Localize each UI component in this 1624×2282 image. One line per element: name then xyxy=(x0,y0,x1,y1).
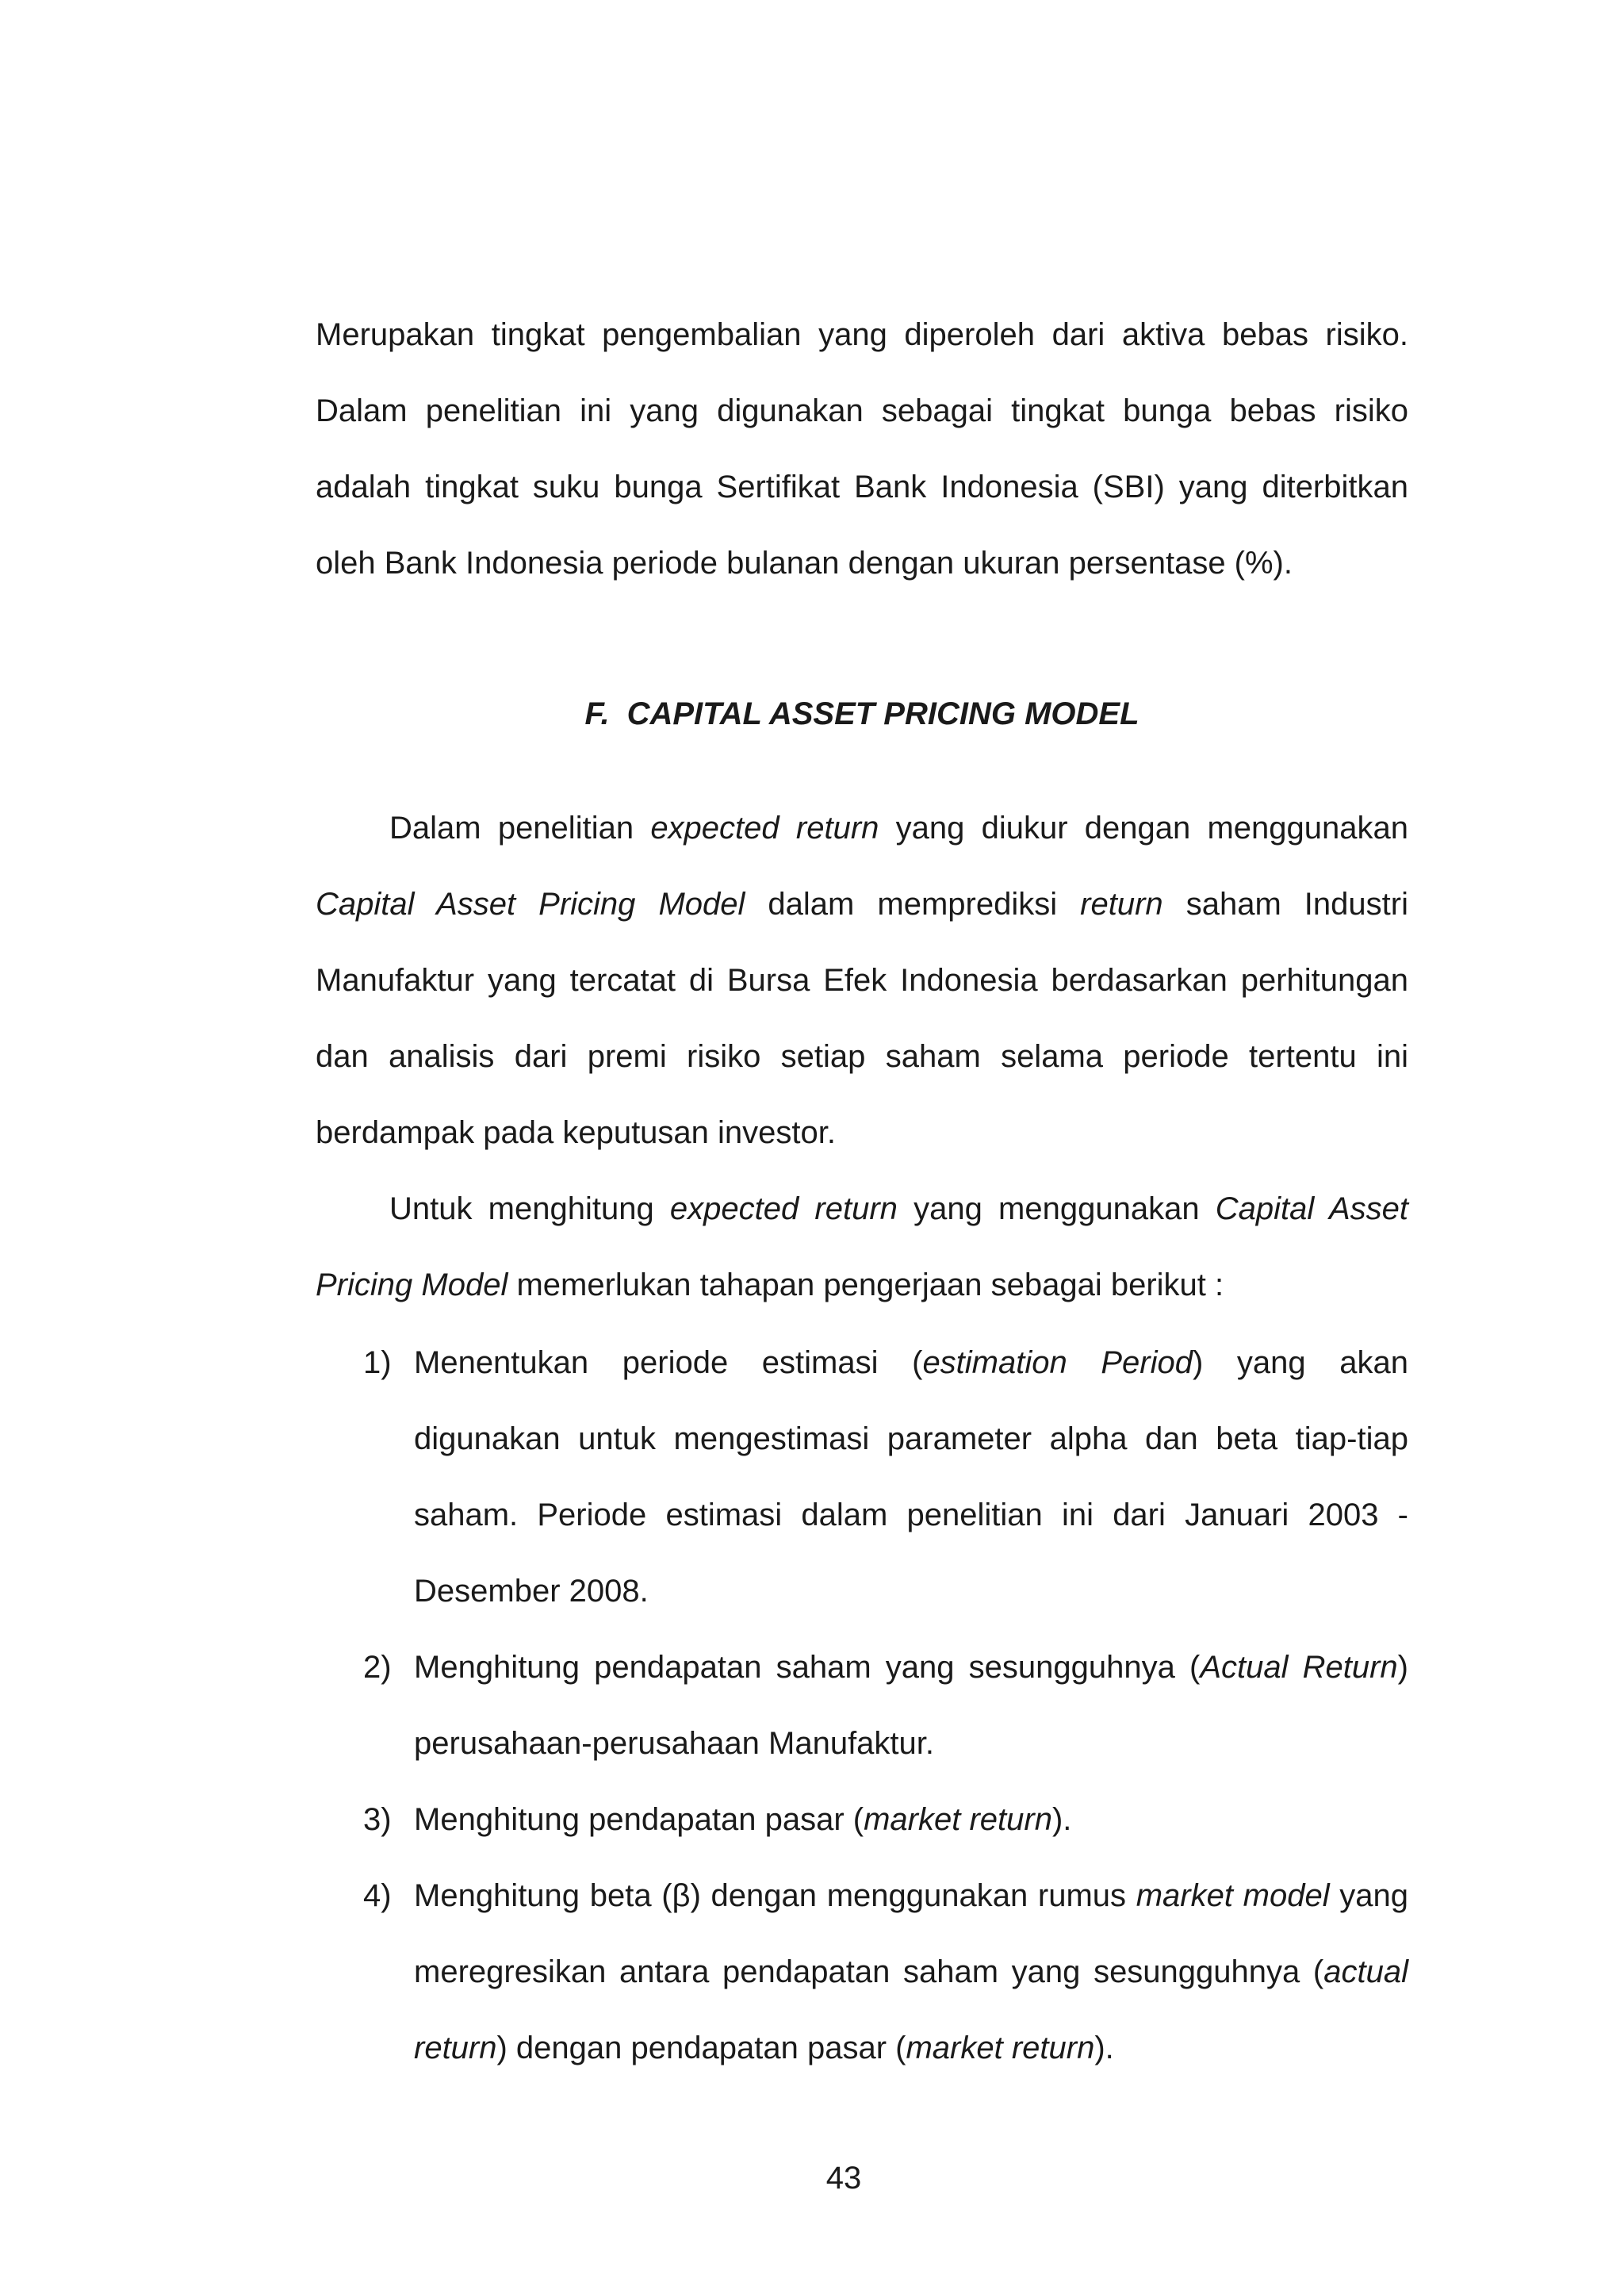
intro-paragraph xyxy=(316,297,1408,601)
body-paragraph-1 xyxy=(316,790,1408,1171)
list-number-text: 3) xyxy=(363,1802,392,1837)
text-run: ). xyxy=(1051,1802,1072,1837)
list-item-text xyxy=(414,1781,1408,1858)
list-number xyxy=(316,1781,414,1858)
text-run: yang meregresikan antara pendapatan saham yang sesungguhnya ( xyxy=(414,1878,1409,1989)
list-number-text: 1) xyxy=(363,1345,392,1380)
text-run: saham Industri Manufaktur yang tercatat di Bursa Efek Indonesia berdasarkan perhitungan dan analisis dari premi risiko setiap saham selama periode tertentu ini berdampak pada keputusan investor. xyxy=(316,887,1408,1150)
list-item-text xyxy=(414,1629,1408,1781)
list-number-text: 4) xyxy=(363,1878,392,1913)
list-item xyxy=(316,1325,1408,1629)
text-run: dalam memprediksi xyxy=(745,887,1081,922)
italic-term: Capital Asset Pricing Model xyxy=(316,1191,1409,1302)
list-number-text: 2) xyxy=(363,1650,392,1685)
section-title: CAPITAL ASSET PRICING MODEL xyxy=(626,696,1139,731)
italic-term: return xyxy=(1080,887,1163,922)
italic-term: estimation Period xyxy=(922,1345,1193,1380)
italic-term: expected return xyxy=(650,811,879,846)
list-item-text xyxy=(414,1858,1408,2086)
italic-term: actual return xyxy=(414,1954,1408,2065)
text-run: ) dengan pendapatan pasar ( xyxy=(496,2031,906,2065)
steps-list xyxy=(316,1325,1408,2086)
italic-term: expected return xyxy=(669,1191,898,1226)
italic-term: market return xyxy=(906,2031,1095,2065)
body-paragraph-2 xyxy=(316,1171,1408,1323)
list-item-text xyxy=(414,1325,1408,1629)
text-run: Menghitung beta (β) dengan menggunakan rumus xyxy=(414,1878,1136,1913)
list-item xyxy=(316,1858,1408,2086)
text-run: Menentukan periode estimasi ( xyxy=(414,1345,923,1380)
body-text xyxy=(316,790,1408,1323)
text-run: ) yang akan digunakan untuk mengestimasi parameter alpha dan beta tiap-tiap saham. Periode estimasi dalam penelitian ini dari Januari 2003 - Desember 2008. xyxy=(414,1345,1408,1609)
text-run: Menghitung pendapatan pasar ( xyxy=(414,1802,864,1837)
list-item xyxy=(316,1781,1408,1858)
italic-term: Capital Asset Pricing Model xyxy=(316,887,745,922)
section-heading xyxy=(316,676,1408,752)
text-run: ) perusahaan-perusahaan Manufaktur. xyxy=(414,1650,1408,1761)
italic-term: market return xyxy=(864,1802,1052,1837)
list-number xyxy=(316,1629,414,1705)
italic-term: market model xyxy=(1136,1878,1330,1913)
text-run: Untuk menghitung xyxy=(389,1191,670,1226)
list-number xyxy=(316,1325,414,1401)
list-number xyxy=(316,1858,414,1934)
text-run: ). xyxy=(1094,2031,1114,2065)
text-run: Dalam penelitian xyxy=(389,811,651,846)
text-run: yang menggunakan xyxy=(897,1191,1216,1226)
text-run: yang diukur dengan menggunakan xyxy=(879,811,1409,846)
section-letter: F. xyxy=(584,696,610,731)
text-run: Menghitung pendapatan saham yang sesungguhnya ( xyxy=(414,1650,1201,1685)
intro-text: Merupakan tingkat pengembalian yang diperoleh dari aktiva bebas risiko. Dalam penelitian ini yang digunakan sebagai tingkat bunga bebas risiko adalah tingkat suku bunga Sertifikat Bank Indonesia (SBI) yang diterbitkan oleh Bank Indonesia periode bulanan dengan ukuran persentase (%). xyxy=(316,317,1408,581)
text-run: memerlukan tahapan pengerjaan sebagai berikut : xyxy=(508,1268,1224,1302)
list-item xyxy=(316,1629,1408,1781)
italic-term: Actual Return xyxy=(1200,1650,1398,1685)
page-number: 43 xyxy=(825,2161,862,2196)
